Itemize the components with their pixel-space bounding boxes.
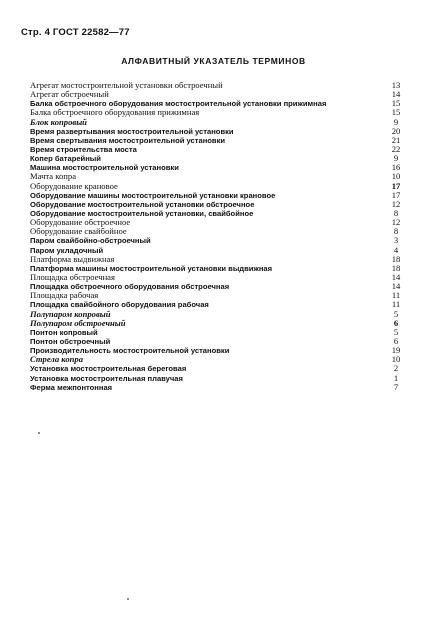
print-speck	[127, 598, 129, 600]
term-row	[30, 118, 405, 127]
term-row	[30, 246, 405, 255]
term-row	[30, 310, 405, 319]
term-name: Балка обстроечного оборудования прижимная	[30, 108, 200, 118]
term-page: 10	[391, 171, 401, 182]
term-name: Оборудование мостостроительной установки, свайбойное	[30, 208, 254, 218]
term-name: Понтон обстроечный	[30, 336, 111, 346]
term-page: 17	[391, 189, 401, 200]
term-page: 5	[393, 326, 399, 337]
term-row	[30, 300, 405, 309]
term-row	[30, 154, 405, 163]
term-name: Площадка свайбойного оборудования рабочая	[30, 300, 209, 310]
term-page: 9	[393, 116, 399, 127]
term-page: 21	[391, 134, 401, 145]
term-page: 12	[391, 217, 401, 228]
term-row	[30, 337, 405, 346]
term-row	[30, 99, 405, 108]
term-name: Время свертывания мостостроительной установки	[30, 135, 226, 145]
term-name: Оборудование крановое	[30, 181, 118, 191]
term-name: Время развертывания мостостроительной установки	[30, 126, 234, 136]
term-row	[30, 255, 405, 264]
term-page: 22	[391, 143, 401, 154]
term-row	[30, 90, 405, 99]
term-page: 19	[391, 345, 401, 356]
term-name: Машина мостостроительной установки	[30, 163, 179, 173]
term-page: 13	[391, 80, 401, 90]
term-page: 4	[393, 244, 399, 255]
term-page: 2	[393, 363, 399, 374]
term-page: 11	[391, 299, 401, 310]
term-row	[30, 218, 405, 227]
term-page: 16	[391, 162, 401, 173]
term-row	[30, 291, 405, 300]
term-page: 1	[393, 372, 399, 383]
term-name: Копер батарейный	[30, 154, 101, 164]
term-page: 18	[391, 253, 401, 264]
term-name: Платформа выдвижная	[30, 254, 115, 264]
term-row	[30, 145, 405, 154]
term-row	[30, 172, 405, 181]
term-row	[30, 163, 405, 172]
term-name: Площадка обстроечного оборудования обстроечная	[30, 282, 230, 292]
page-header: Стр. 4 ГОСТ 22582—77	[21, 27, 130, 38]
term-name: Площадка рабочая	[30, 291, 99, 301]
term-page: 3	[393, 235, 399, 246]
term-name: Полупаром обстроечный	[30, 318, 126, 328]
term-name: Производительность мостостроительной установки	[30, 346, 230, 356]
term-row	[30, 383, 405, 392]
term-name: Полупаром копровый	[30, 309, 111, 319]
term-page: 14	[391, 89, 401, 100]
term-page: 12	[391, 198, 401, 209]
term-page: 6	[393, 335, 399, 346]
term-list	[30, 81, 405, 392]
term-name: Понтон копровый	[30, 327, 98, 337]
term-row	[30, 182, 405, 191]
term-page: 11	[391, 290, 401, 301]
term-row	[30, 209, 405, 218]
term-page: 14	[391, 281, 401, 292]
term-row	[30, 227, 405, 236]
term-name: Стрела копра	[30, 355, 83, 365]
term-page: 18	[391, 262, 401, 273]
term-name: Платформа машины мостостроительной установки выдвижная	[30, 263, 273, 273]
term-row	[30, 319, 405, 328]
term-page: 9	[393, 153, 399, 164]
term-page: 8	[393, 207, 399, 218]
term-row	[30, 282, 405, 291]
term-name: Установка мостостроительная плавучая	[30, 373, 183, 383]
term-row	[30, 328, 405, 337]
term-name: Агрегат мостостроительной установки обстроечный	[30, 81, 223, 90]
term-name: Оборудование свайбойное	[30, 227, 127, 237]
term-row	[30, 191, 405, 200]
term-page: 17	[391, 180, 401, 191]
term-page: 8	[393, 226, 399, 237]
term-row	[30, 364, 405, 373]
term-name: Установка мостостроительная береговая	[30, 364, 187, 374]
term-page: 15	[391, 107, 401, 118]
term-name: Площадка обстроечная	[30, 272, 115, 282]
term-row	[30, 374, 405, 383]
term-page: 10	[391, 354, 401, 365]
term-page: 7	[393, 381, 399, 392]
print-speck	[38, 432, 40, 434]
term-name: Мачта копра	[30, 172, 77, 182]
term-page: 14	[391, 271, 401, 282]
term-page: 15	[391, 98, 401, 109]
term-row	[30, 236, 405, 245]
term-row	[30, 346, 405, 355]
term-row	[30, 136, 405, 145]
term-name: Блок копровый	[30, 117, 87, 127]
term-row	[30, 264, 405, 273]
term-page: 5	[393, 308, 399, 319]
term-page: 20	[391, 125, 401, 136]
term-name: Оборудование обстроечное	[30, 218, 131, 228]
term-name: Балка обстроечного оборудования мостостроительной установки прижимная	[30, 99, 327, 109]
term-row	[30, 81, 405, 90]
term-row	[30, 108, 405, 117]
term-name: Паром свайбойно-обстроечный	[30, 236, 151, 246]
term-row	[30, 355, 405, 364]
term-name: Паром укладочный	[30, 245, 104, 255]
term-row	[30, 200, 405, 209]
term-page: 6	[393, 317, 399, 328]
term-name: Оборудование мостостроительной установки обстроечное	[30, 199, 255, 209]
term-name: Оборудование машины мостостроительной установки крановое	[30, 190, 276, 200]
term-name: Агрегат обстроечный	[30, 90, 109, 100]
term-row	[30, 127, 405, 136]
term-row	[30, 273, 405, 282]
term-name: Время строительства моста	[30, 144, 137, 154]
term-name: Ферма межпонтонная	[30, 382, 113, 392]
index-title: АЛФАВИТНЫЙ УКАЗАТЕЛЬ ТЕРМИНОВ	[121, 56, 306, 66]
